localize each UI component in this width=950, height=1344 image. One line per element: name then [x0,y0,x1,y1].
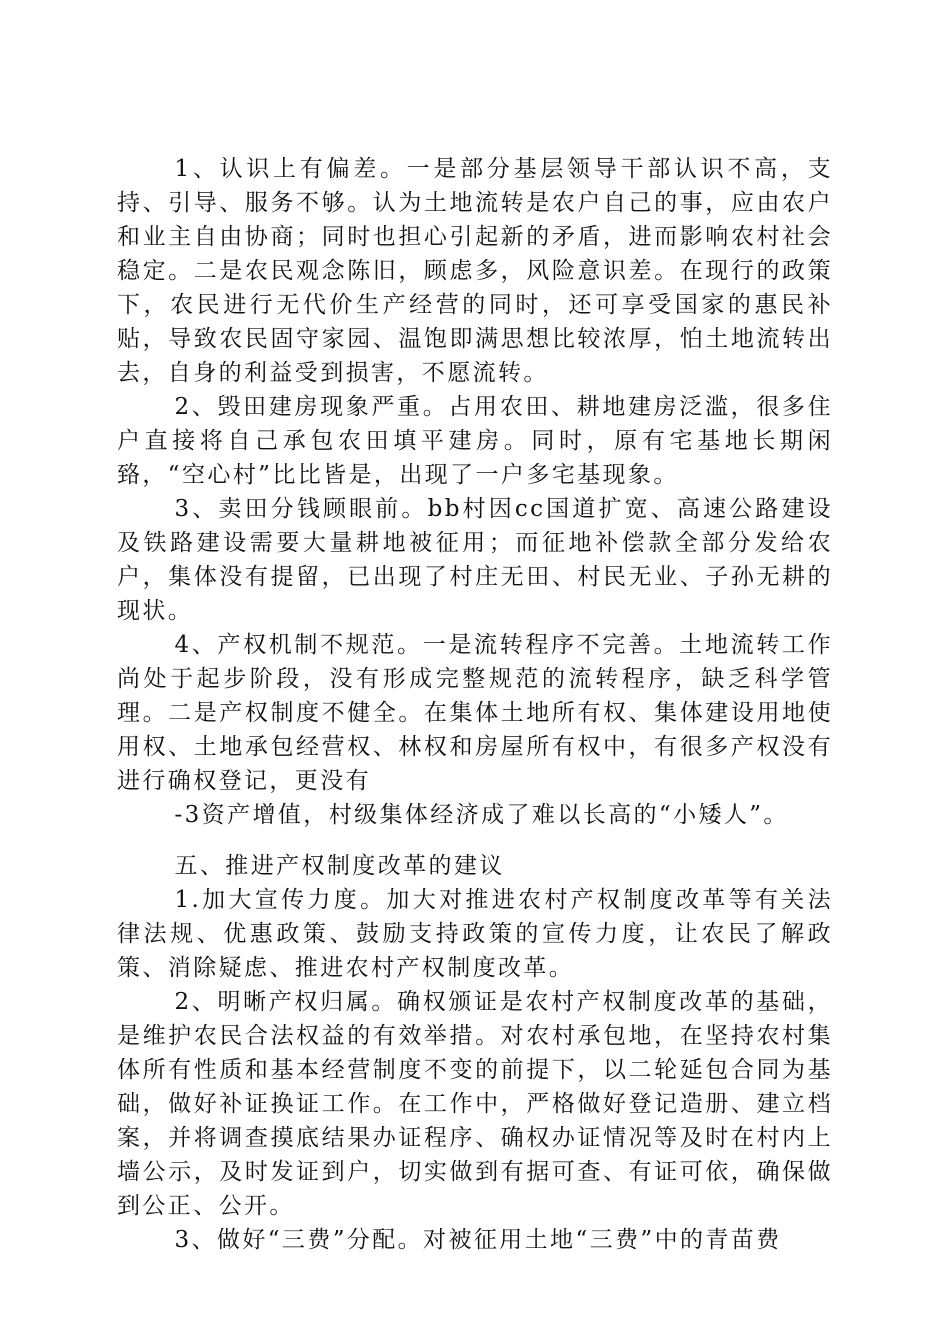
paragraph-selling-land: 3、卖田分钱顾眼前。bb村因cc国道扩宽、高速公路建设及铁路建设需要大量耕地被征用；而征地补偿款全部分发给农户，集体没有提留，已出现了村庄无田、村民无业、子孙无耕的现状。 [117,496,833,624]
paragraph-property-ownership: 2、明晰产权归属。确权颁证是农村产权制度改革的基础，是维护农民合法权益的有效举措。对农村承包地，在坚持农村集体所有性质和基本经营制度不变的前提下，以二轮延包合同为基础，做好补证换证工作。在工作中，严格做好登记造册、建立档案，并将调查摸底结果办证程序、确权办证情况等及时在村内上墙公示，及时发证到户，切实做到有据可查、有证可依，确保做到公正、公开。 [117,989,833,1219]
paragraph-publicity: 1.加大宣传力度。加大对推进农村产权制度改革等有关法律法规、优惠政策、鼓励支持政策的宣传力度，让农民了解政策、消除疑虑、推进农村产权制度改革。 [117,887,833,981]
paragraph-page-break-fragment: -3资产增值，村级集体经济成了难以长高的“小矮人”。 [174,802,789,828]
document-body [117,152,833,1257]
paragraph-three-fees: 3、做好“三费”分配。对被征用土地“三费”中的青苗费 [174,1227,782,1253]
section-heading: 五、推进产权制度改革的建议 [174,853,505,879]
paragraph-awareness-bias: 1、认识上有偏差。一是部分基层领导干部认识不高，支持、引导、服务不够。认为土地流转是农户自己的事，应由农户和业主自由协商；同时也担心引起新的矛盾，进而影响农村社会稳定。二是农民观念陈旧，顾虑多，风险意识差。在现行的政策下，农民进行无代价生产经营的同时，还可享受国家的惠民补贴，导致农民固守家园、温饱即满思想比较浓厚，怕土地流转出去，自身的利益受到损害，不愿流转。 [117,156,833,386]
paragraph-property-mechanism: 4、产权机制不规范。一是流转程序不完善。土地流转工作尚处于起步阶段，没有形成完整规范的流转程序，缺乏科学管理。二是产权制度不健全。在集体土地所有权、集体建设用地使用权、土地承包经营权、林权和房屋所有权中，有很多产权没有进行确权登记，更没有 [117,632,833,794]
paragraph-farmland-housing: 2、毁田建房现象严重。占用农田、耕地建房泛滥，很多住户直接将自己承包农田填平建房。同时，原有宅基地长期闲臵，“空心村”比比皆是，出现了一户多宅基现象。 [117,394,833,488]
